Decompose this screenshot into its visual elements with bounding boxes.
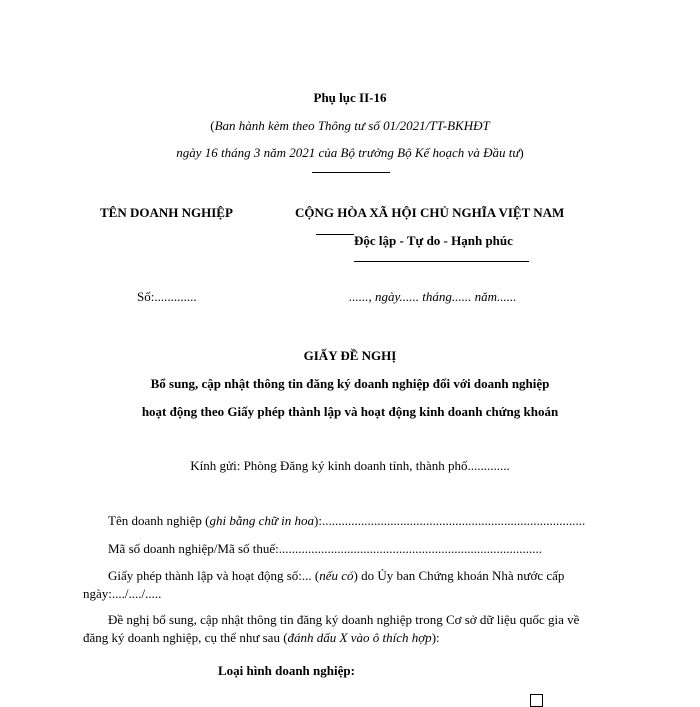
header-divider bbox=[312, 172, 390, 173]
document-number: Số:............. bbox=[137, 289, 197, 304]
license-field-line1 bbox=[108, 568, 620, 584]
license-field-line2: ngày:..../..../..... bbox=[83, 586, 162, 601]
request-line2: đăng ký doanh nghiệp, cụ thể như sau (đánh dấu X vào ô thích hợp): bbox=[83, 630, 440, 645]
date-line: ......, ngày...... tháng...... năm...... bbox=[349, 289, 517, 304]
document-title: GIẤY ĐỀ NGHỊ bbox=[303, 348, 397, 363]
business-type-checkbox[interactable] bbox=[530, 694, 543, 707]
license-field-number: Giấy phép thành lập và hoạt động số:... (nếu có) do Ủy ban Chứng khoán Nhà nước cấp bbox=[108, 568, 565, 583]
document-subtitle-line1: Bổ sung, cập nhật thông tin đăng ký doanh nghiệp đối với doanh nghiệp bbox=[150, 376, 550, 391]
company-name-heading: TÊN DOANH NGHIỆP bbox=[100, 205, 233, 220]
motto-underline bbox=[354, 261, 529, 262]
issued-note-line2: ngày 16 tháng 3 năm 2021 của Bộ trưởng Bộ Kế hoạch và Đầu tư) bbox=[176, 145, 524, 160]
republic-heading: CỘNG HÒA XÃ HỘI CHỦ NGHĨA VIỆT NAM bbox=[295, 205, 565, 220]
recipient-line: Kính gửi: Phòng Đăng ký kinh doanh tỉnh, thành phố............. bbox=[190, 458, 510, 473]
left-divider bbox=[316, 234, 354, 235]
issued-note-line1: (Ban hành kèm theo Thông tư số 01/2021/TT-BKHĐT bbox=[210, 118, 490, 133]
tax-code-field: Mã số doanh nghiệp/Mã số thuế:................................................................................. bbox=[108, 541, 543, 556]
appendix-title: Phụ lục II-16 bbox=[313, 90, 387, 105]
document-subtitle-line2: hoạt động theo Giấy phép thành lập và hoạt động kinh doanh chứng khoán bbox=[141, 404, 559, 419]
request-line1: Đề nghị bổ sung, cập nhật thông tin đăng ký doanh nghiệp trong Cơ sở dữ liệu quốc gia về bbox=[108, 612, 580, 627]
business-type-heading: Loại hình doanh nghiệp: bbox=[218, 663, 355, 678]
motto: Độc lập - Tự do - Hạnh phúc bbox=[354, 233, 513, 248]
company-name-field: Tên doanh nghiệp (ghi bằng chữ in hoa):................................................................................. bbox=[108, 513, 586, 528]
